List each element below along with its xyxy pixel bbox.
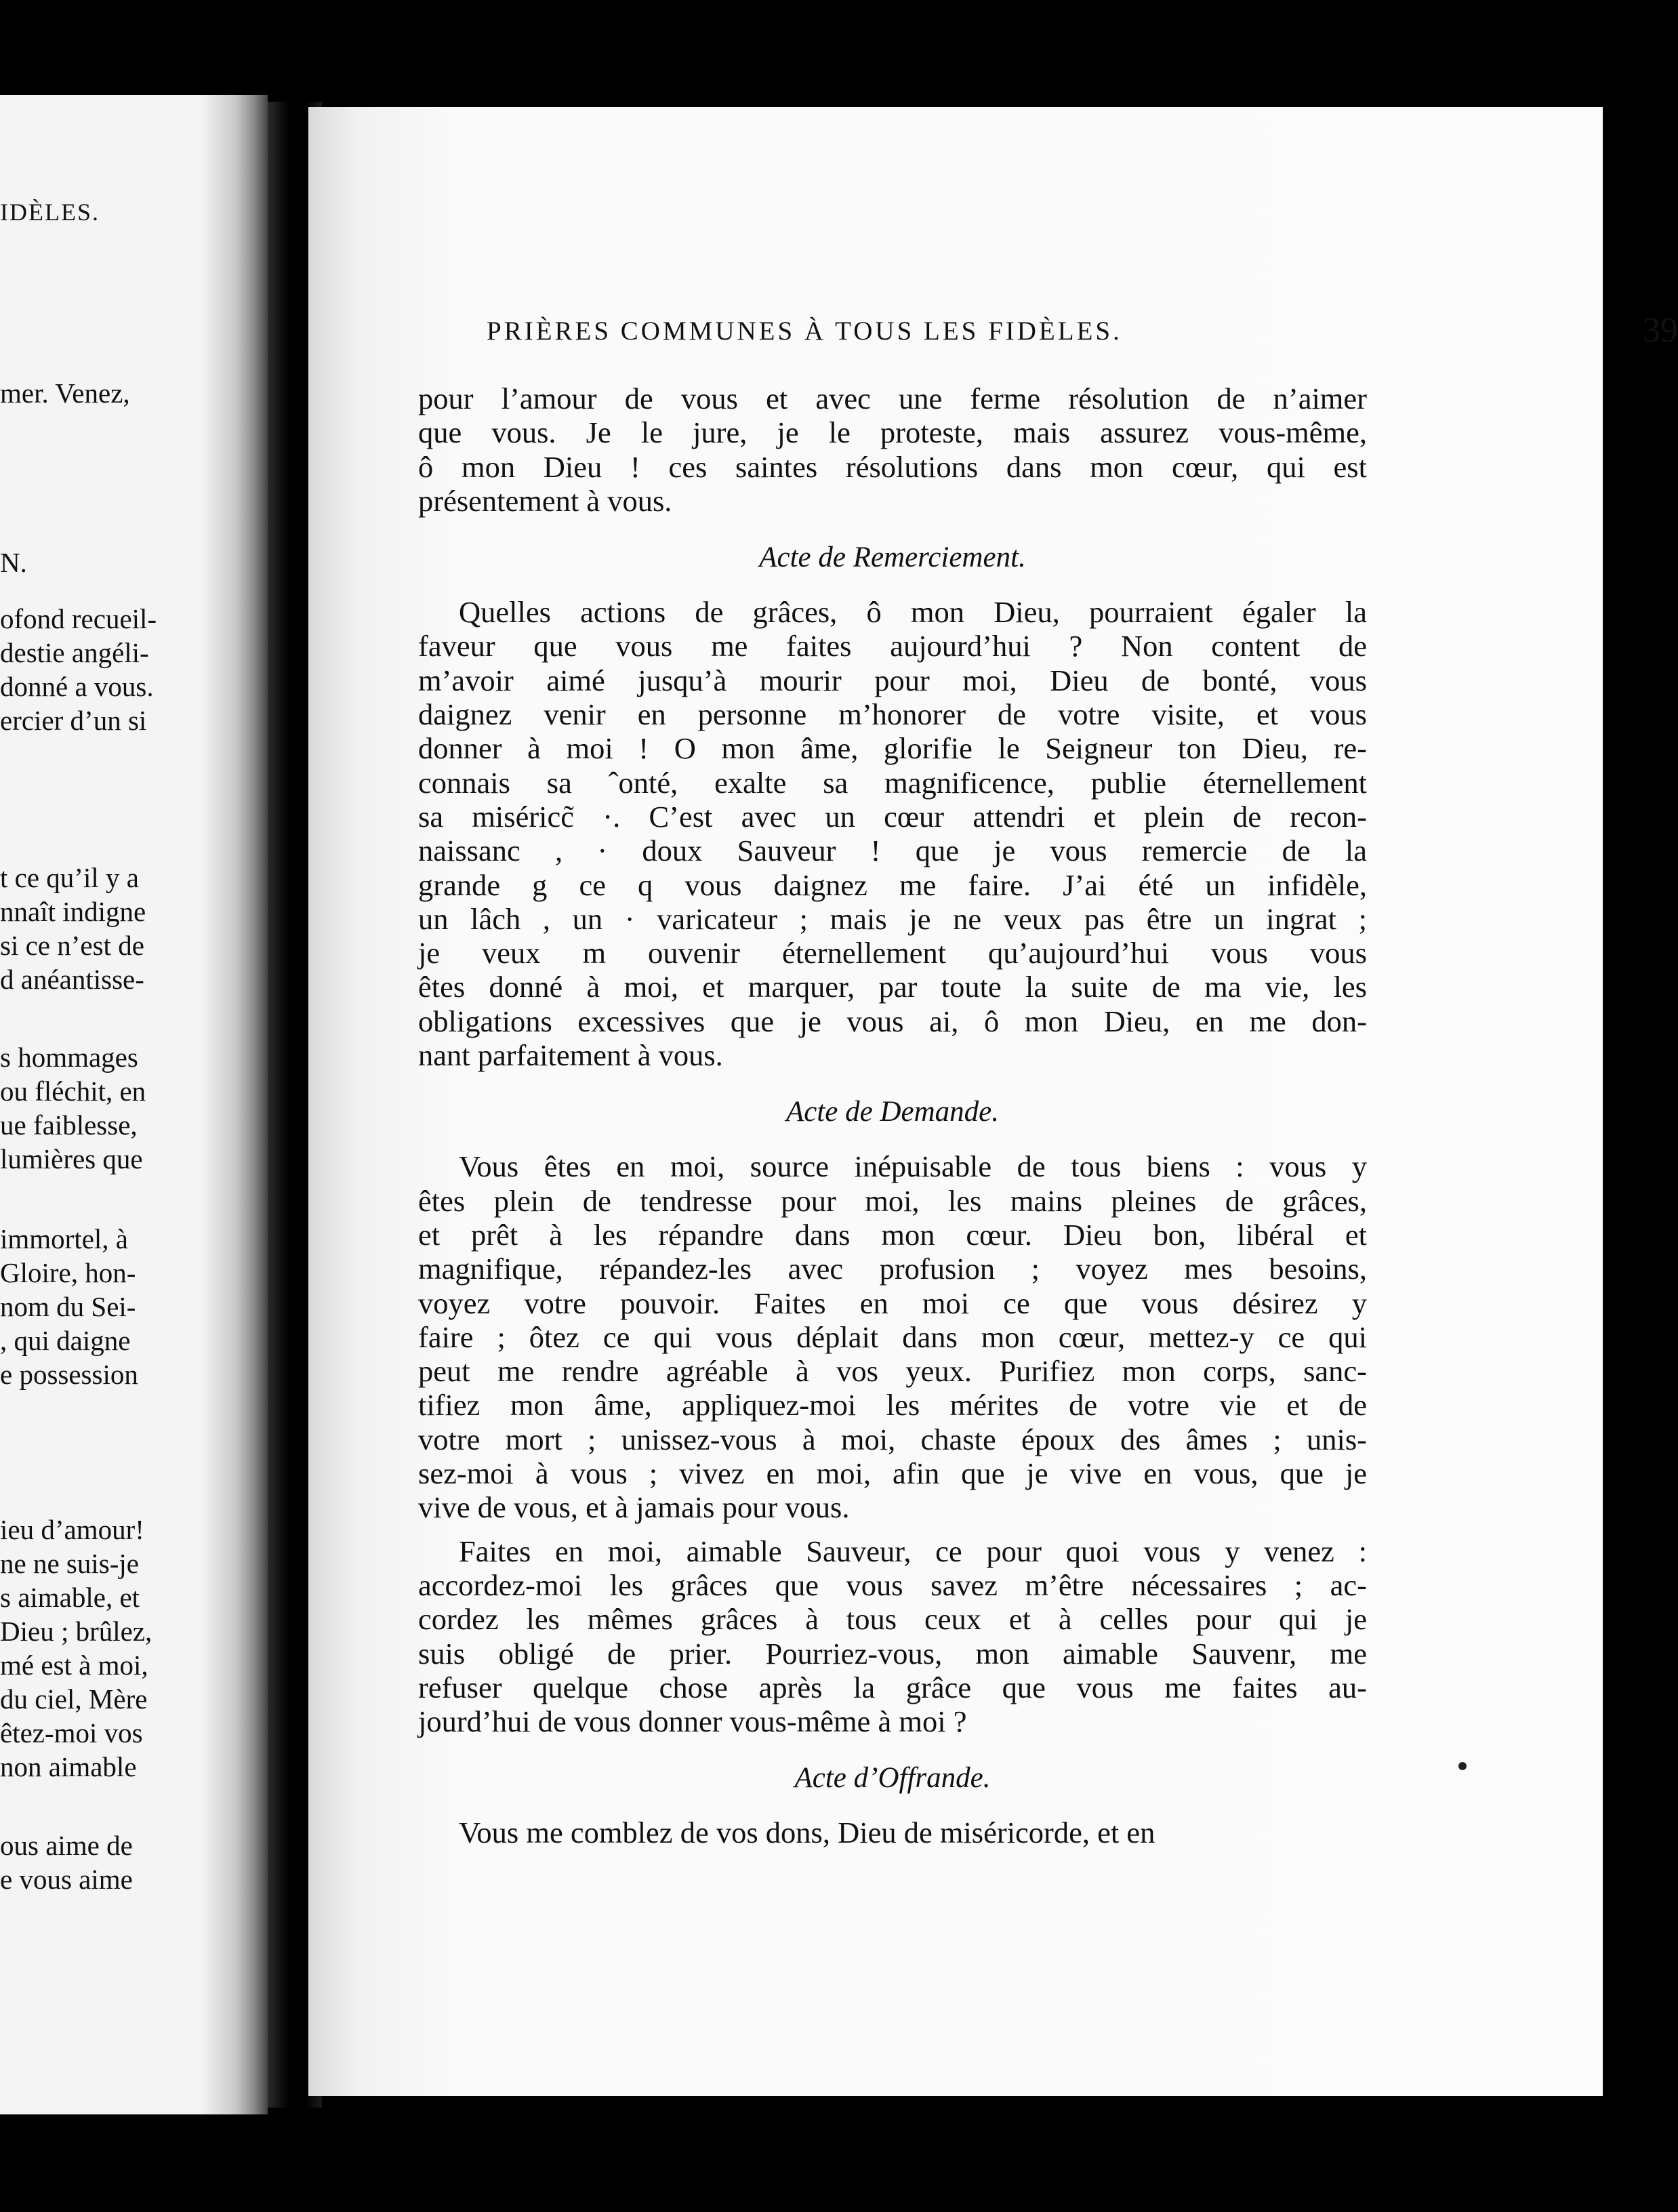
left-page-text-line: immortel, à	[0, 1223, 129, 1254]
left-page-text-line: mer. Venez,	[0, 377, 130, 409]
text-line: daignez venir en personne m’honorer de votre visite, et vous	[418, 697, 1367, 732]
text-line: êtes plein de tendresse pour moi, les mains pleines de grâces,	[418, 1183, 1367, 1218]
left-page-text-line: e possession	[0, 1359, 138, 1390]
left-page-text-line: nnaît indigne	[0, 896, 146, 927]
left-page-text-line: s aimable, et	[0, 1582, 140, 1613]
left-page-text-line: , qui daigne	[0, 1325, 131, 1356]
running-title: PRIÈRES COMMUNES À TOUS LES FIDÈLES.	[487, 316, 1122, 346]
text-line: sez-moi à vous ; vivez en moi, afin que je vive en vous, que je	[418, 1456, 1367, 1491]
paragraph-gap	[418, 1525, 1367, 1534]
left-page-text-line: Gloire, hon-	[0, 1257, 136, 1288]
text-line: Faites en moi, aimable Sauveur, ce pour quoi vous y venez :	[459, 1534, 1367, 1568]
left-page-text-line: destie angéli-	[0, 637, 149, 668]
text-line: un lâch , un · varicateur ; mais je ne veux pas être un ingrat ;	[418, 901, 1367, 936]
section-heading: Acte de Demande.	[786, 1096, 999, 1128]
left-page-text-line: si ce n’est de	[0, 930, 144, 961]
left-page-text-line: ne ne suis-je	[0, 1548, 139, 1579]
text-line: naissanc , · doux Sauveur ! que je vous remercie de la	[418, 834, 1367, 868]
left-page-text-line: e vous aime	[0, 1864, 133, 1895]
text-line: m’avoir aimé jusqu’à mourir pour moi, Dieu de bonté, vous	[418, 663, 1367, 697]
left-page-text-line: ue faiblesse,	[0, 1109, 138, 1141]
text-line: refuser quelque chose après la grâce que vous me faites au-	[418, 1670, 1367, 1704]
left-page-text-line: s hommages	[0, 1042, 138, 1073]
text-line: pour l’amour de vous et avec une ferme résolution de n’aimer	[418, 382, 1367, 415]
text-line: présentement à vous.	[418, 483, 672, 518]
left-page-text-line: ous aime de	[0, 1830, 133, 1861]
text-line: jourd’hui de vous donner vous-même à moi ?	[418, 1704, 967, 1739]
text-line: accordez-moi les grâces que vous savez m’être nécessaires ; ac-	[418, 1568, 1367, 1602]
text-line: Quelles actions de grâces, ô mon Dieu, pourraient égaler la	[459, 595, 1367, 630]
text-line: je veux m ouvenir éternellement qu’aujourd’hui vous vous	[418, 936, 1367, 970]
text-line: Vous me comblez de vos dons, Dieu de miséricorde, et en	[459, 1816, 1155, 1850]
text-line: donner à moi ! O mon âme, glorifie le Seigneur ton Dieu, re-	[418, 731, 1367, 766]
text-line: voyez votre pouvoir. Faites en moi ce que vous désirez y	[418, 1286, 1367, 1320]
left-page-text-line: d anéantisse-	[0, 964, 144, 995]
left-page-text-line: êtez-moi vos	[0, 1717, 143, 1748]
left-page-text-line: N.	[0, 547, 27, 578]
text-line: faire ; ôtez ce qui vous déplait dans mon cœur, mettez-y ce qui	[418, 1319, 1367, 1354]
running-head	[487, 310, 1678, 351]
page-number: 39	[1643, 311, 1678, 350]
text-line: cordez les mêmes grâces à tous ceux et à celles pour qui je	[418, 1602, 1367, 1637]
left-page-text-line: ercier d’un si	[0, 705, 147, 736]
previous-page	[0, 95, 268, 2114]
text-line: nant parfaitement à vous.	[418, 1038, 723, 1073]
left-page-text-line: mé est à moi,	[0, 1650, 148, 1681]
text-line: êtes donné à moi, et marquer, par toute la suite de ma vie, les	[418, 970, 1367, 1004]
text-line: que vous. Je le jure, je le proteste, mais assurez vous-même,	[418, 415, 1367, 450]
left-page-text-line: nom du Sei-	[0, 1291, 136, 1322]
left-page-text-line: non aimable	[0, 1751, 137, 1782]
left-page-text-line: t ce qu’il y a	[0, 862, 139, 893]
text-line: Vous êtes en moi, source inépuisable de tous biens : vous y	[459, 1149, 1367, 1184]
left-page-text-line: du ciel, Mère	[0, 1683, 148, 1715]
left-page-text-line: ou fléchit, en	[0, 1076, 146, 1107]
section-heading: Acte de Remerciement.	[759, 541, 1026, 574]
left-page-text-line: ofond recueil-	[0, 603, 157, 634]
text-line: magnifique, répandez-les avec profusion ; voyez mes besoins,	[418, 1252, 1367, 1286]
left-page-text-line: lumières que	[0, 1143, 143, 1174]
text-line: tifiez mon âme, appliquez-moi les mérites de votre vie et de	[418, 1388, 1367, 1422]
text-line: votre mort ; unissez-vous à moi, chaste époux des âmes ; unis-	[418, 1422, 1367, 1456]
section-heading: Acte d’Offrande.	[794, 1762, 991, 1795]
text-line: suis obligé de prier. Pourriez-vous, mon aimable Sauvenr, me	[418, 1636, 1367, 1671]
print-speck	[1458, 1762, 1467, 1770]
left-page-text-line: donné a vous.	[0, 671, 154, 702]
text-line: et prêt à les répandre dans mon cœur. Dieu bon, libéral et	[418, 1217, 1367, 1252]
text-line: grande g ce q vous daignez me faire. J’ai été un infidèle,	[418, 867, 1367, 902]
text-line: ô mon Dieu ! ces saintes résolutions dans mon cœur, qui est	[418, 449, 1367, 484]
left-page-text-line: ieu d’amour!	[0, 1514, 144, 1545]
text-line: obligations excessives que je vous ai, ô mon Dieu, en me don-	[418, 1004, 1367, 1038]
text-line: peut me rendre agréable à vos yeux. Purifiez mon corps, sanc-	[418, 1354, 1367, 1389]
body-text	[418, 382, 1367, 1850]
text-line: sa miséricc̃ ·. C’est avec un cœur attendri et plein de recon-	[418, 799, 1367, 834]
text-line: connais sa ˆonté, exalte sa magnificence, publie éternellement	[418, 765, 1367, 800]
left-page-text-line: Dieu ; brûlez,	[0, 1616, 152, 1647]
text-line: faveur que vous me faites aujourd’hui ? Non content de	[418, 629, 1367, 663]
text-line: vive de vous, et à jamais pour vous.	[418, 1490, 850, 1525]
left-page-running-title: IDÈLES.	[0, 199, 100, 226]
